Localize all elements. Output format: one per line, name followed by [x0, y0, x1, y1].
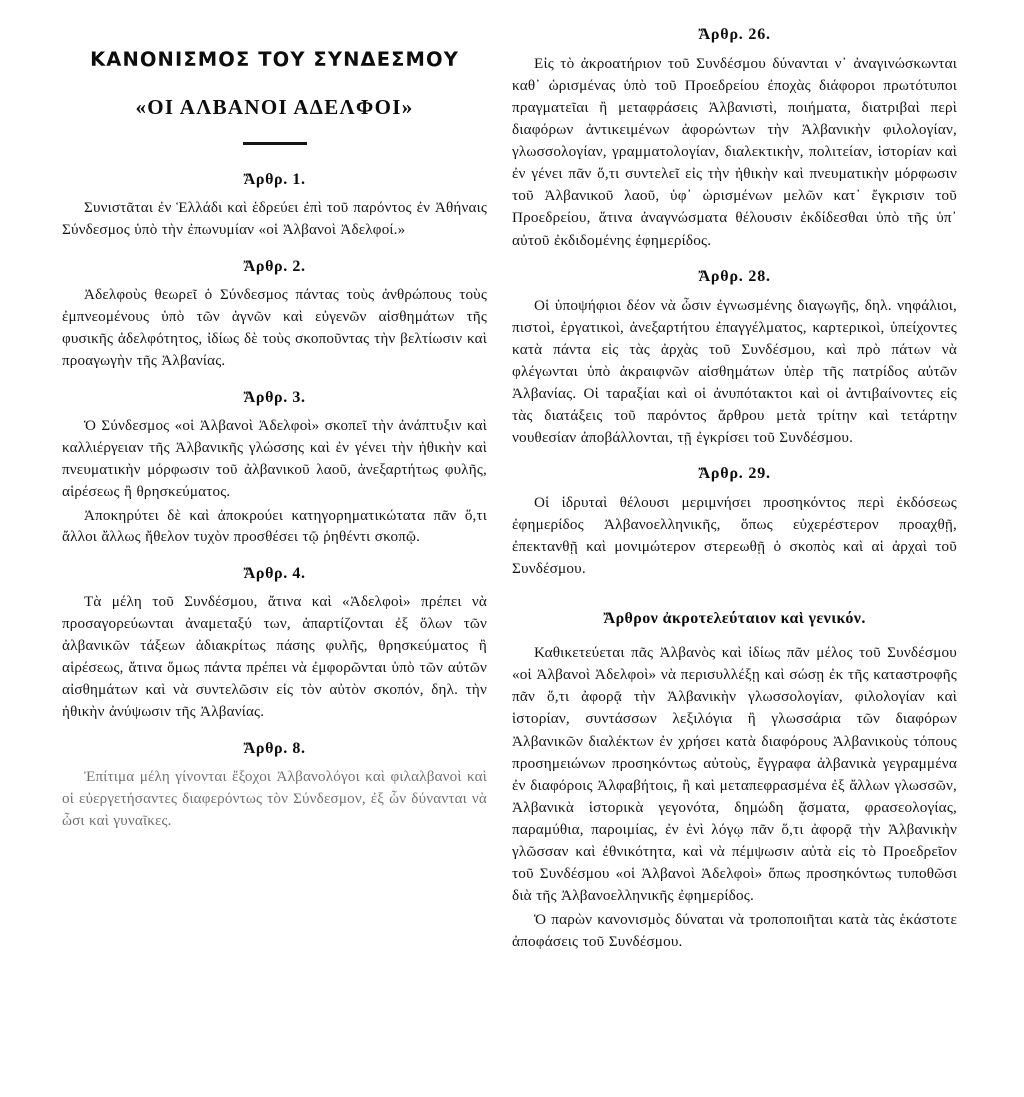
article-block [512, 268, 957, 449]
article-block [62, 565, 487, 724]
article-heading: Ἄρθρ. 29. [698, 465, 771, 482]
article-paragraph: Ὁ παρὼν κανονισμὸς δύναται νὰ τροποποιῆται κατὰ τὰς ἑκάστοτε ἀποφάσεις τοῦ Συνδέσμου. [512, 911, 957, 951]
article-heading: Ἄρθρ. 26. [698, 26, 771, 43]
article-block [62, 258, 487, 373]
article-heading: Ἄρθρ. 2. [243, 257, 306, 275]
article-heading: Ἄρθρ. 4. [243, 565, 306, 583]
article-paragraph: Ὁ Σύνδεσμος «οἱ Ἀλβανοὶ Ἀδελφοὶ» σκοπεῖ τὴν ἀνάπτυξιν καὶ καλλιέργειαν τῆς Ἀλβανικῆς γλώσσης καὶ ἐν γένει τὴν ἠθικὴν καὶ πνευματικὴν μόρφωσιν τοῦ ἀλβανικοῦ λαοῦ, ἀνεξαρτήτως φυλῆς, αἱρέσεως ἢ θρησκεύματος. [62, 417, 487, 500]
final-article-heading: Ἄρθρον ἀκροτελεύταιον καὶ γενικόν. [603, 610, 866, 628]
article-paragraph: Οἱ ὑποψήφιοι δέον νὰ ὦσιν ἐγνωσμένης διαγωγῆς, δηλ. νηφάλιοι, πιστοὶ, ἐργατικοὶ, ἀνεξαρτήτου ἐπαγγέλματος, καρτερικοὶ, ὑπείχοντες κατὰ πάντα εἰς τὰς ἀρχὰς τοῦ Συνδέσμου, καὶ πρὸ πάτων νὰ φλέγωνται ὑπὸ ἀκραιφνῶν αἰσθημάτων ὑπὲρ τῆς πατρίδος αὐτῶν Ἀλβανίας. Οἱ ταραξίαι καὶ οἱ ἀνυπότακτοι καὶ οἱ ἀντιβαίνοντες εἰς τὰς διατάξεις τοῦ παρόντος ἄρθρου μετὰ τρίτην καὶ τετάρτην νουθεσίαν ἀποβάλλονται, τῇ ἐγκρίσει τοῦ Συνδέσμου. [512, 296, 957, 446]
article-heading: Ἄρθρ. 1. [243, 171, 306, 188]
article-paragraph: Ἀποκηρύτει δὲ καὶ ἀποκρούει κατηγορηματικώτατα πᾶν ὅ,τι ἄλλοι ἄλλως ἤθελον τυχὸν προσθέσει τῷ ῥηθέντι σκοπῷ. [62, 507, 487, 546]
page-subtitle: «ΟΙ ΑΛΒΑΝΟΙ ΑΔΕΛΦΟΙ» [135, 95, 414, 119]
article-block [62, 740, 487, 833]
right-text-column [512, 0, 957, 953]
article-paragraph: Ἐπίτιμα μέλη γίνονται ἔξοχοι Ἀλβανολόγοι καὶ φιλαλβανοὶ καὶ οἱ εὐεργετήσαντες διαφερόντως τὸν Σύνδεσμον, ἐξ ὧν δύνανται νὰ ὦσι καὶ γυναῖκες. [62, 769, 487, 830]
article-paragraph: Οἱ ἱδρυταὶ θέλουσι μεριμνήσει προσηκόντος περὶ ἐκδόσεως ἐφημερίδος Ἀλβανοελληνικῆς, ὅπως εὐχερέστερον προαχθῇ, ἐπεκτανθῇ καὶ μονιμώτερον στερεωθῇ ὁ σκοπὸς καὶ αἱ ἀρχαὶ τοῦ Συνδέσμου. [512, 494, 957, 578]
article-heading: Ἄρθρ. 3. [243, 388, 306, 406]
scan-fade-overlay [62, 884, 492, 914]
article-heading: Ἄρθρ. 8. [243, 740, 306, 758]
article-block [512, 465, 957, 580]
article-heading: Ἄρθρ. 28. [698, 267, 771, 285]
article-block [512, 610, 957, 953]
page-title: ΚΑΝΟΝΙΣΜΟΣ ΤΟΥ ΣΥΝΔΕΣΜΟΥ [90, 48, 459, 71]
left-text-column [62, 0, 487, 833]
article-paragraph: Καθικετεύεται πᾶς Ἀλβανὸς καὶ ἰδίως πᾶν μέλος τοῦ Συνδέσμου «οἱ Ἀλβανοὶ Ἀδελφοὶ» νὰ περισυλλέξῃ καὶ σώσῃ ἐκ τῆς καταστροφῆς πᾶν ὅ,τι ἀφορᾷ τὴν Ἀλβανικὴν γλωσσολογίαν, φιλολογίαν καὶ ἱστορίαν, συντάσσων λεξιλόγια ἢ γλωσσάρια τῶν διαφόρων Ἀλβανικῶν διαλέκτων ἐν χρήσει κατὰ διαφόρους Ἀλβανικοὺς τόπους προσημειώνων προσηκόντως αὐτοὺς, ἔγγραφα ἀλβανικὰ γεγραμμένα ἐν διαφόροις Ἀλφαβήτοις, ἢ καὶ μεταπεφρασμένα ἐξ ἄλλων γλωσσῶν, Ἀλβανικὰ ἱστορικὰ γεγονότα, δημώδη ᾄσματα, φρασεολογίας, παραμύθια, παροιμίας, ἐν ἑνὶ λόγῳ πᾶν ὅ,τι ἀφορᾷ τὴν Ἀλβανικὴν γλῶσσαν καὶ ἐθνικότητα, καὶ νὰ πέμψωσιν αὐτὰ εἰς τὸ Προεδρεῖον τοῦ Συνδέσμου «οἱ Ἀλβανοὶ Ἀδελφοὶ» ὅπως προσηκόντως τυποθῶσι διὰ τῆς Ἀλβανοελληνικῆς ἐφημερίδος. [512, 644, 957, 904]
article-block [512, 26, 957, 252]
article-paragraph: Συνιστᾶται ἐν Ἑλλάδι καὶ ἑδρεύει ἐπὶ τοῦ παρόντος ἐν Ἀθήναις Σύνδεσμος ὑπὸ τὴν ἐπωνυμίαν «οἱ Ἀλβανοὶ Ἀδελφοί.» [62, 200, 487, 238]
article-paragraph: Εἰς τὸ ἀκροατήριον τοῦ Συνδέσμου δύνανται ν᾽ ἀναγινώσκωνται καθ᾽ ὡρισμένας ὑπὸ τοῦ Προεδρείου ἐποχὰς διάφοροι πρωτότυποι πραγματεῖαι ἢ μεταφράσεις Ἀλβανιστὶ, ποιήματα, διατριβαὶ περὶ διαφόρων ἀντικειμένων ἀφορώντων τὴν Ἀλβανικὴν φιλολογίαν, γλωσσολογίαν, γραμματολογίαν, διαλεκτικὴν, πολιτείαν, ἱστορίαν καὶ ἐν γένει πᾶν ὅ,τι συντελεῖ εἰς τὴν ἠθικὴν καὶ πνευματικὴν μόρφωσιν τοῦ Ἀλβανικοῦ λαοῦ, ὑφ᾽ ὡρισμένων μελῶν κατ᾽ ἔγκρισιν τοῦ Προεδρείου, ἅτινα ἀναγνώσματα θέλουσιν ἐκδίδεσθαι ὑπὸ τῆς ὑπ᾽ αὐτοῦ ἐκδιδομένης ἐφημερίδος. [512, 55, 957, 249]
article-paragraph: Τὰ μέλη τοῦ Συνδέσμου, ἄτινα καὶ «Ἀδελφοὶ» πρέπει νὰ προσαγορεύωνται ἀναμεταξύ των, ἀπαρτίζονται ἐξ ὅλων τῶν ἀλβανικῶν τάξεων ἀδιακρίτως πάσης φυλῆς, θρησκεύματος ἢ αἱρέσεως, ἄτινα ὅμως πάντα πρέπει νὰ ἐμφορῶνται ὑπὸ τῶν αὐτῶν αἰσθημάτων καὶ νὰ συντελῶσιν εἰς τὸν αὐτὸν σκοπόν, δηλ. τὴν ἠθικὴν ἀνύψωσιν τῆς Ἀλβανίας. [62, 594, 487, 721]
article-block [62, 389, 487, 550]
article-paragraph: Ἀδελφοὺς θεωρεῖ ὁ Σύνδεσμος πάντας τοὺς ἀνθρώπους τοὺς ἐμπνεομένους ὑπὸ τῶν ἁγνῶν καὶ εὐγενῶν αἰσθημάτων τῆς φυσικῆς ἀδελφότητος, ἰδίως δὲ τοὺς σκοποῦντας τὴν βελτίωσιν καὶ προαγωγὴν τῆς Ἀλβανίας. [62, 286, 487, 369]
title-divider-rule [243, 142, 307, 145]
article-block [62, 171, 487, 242]
